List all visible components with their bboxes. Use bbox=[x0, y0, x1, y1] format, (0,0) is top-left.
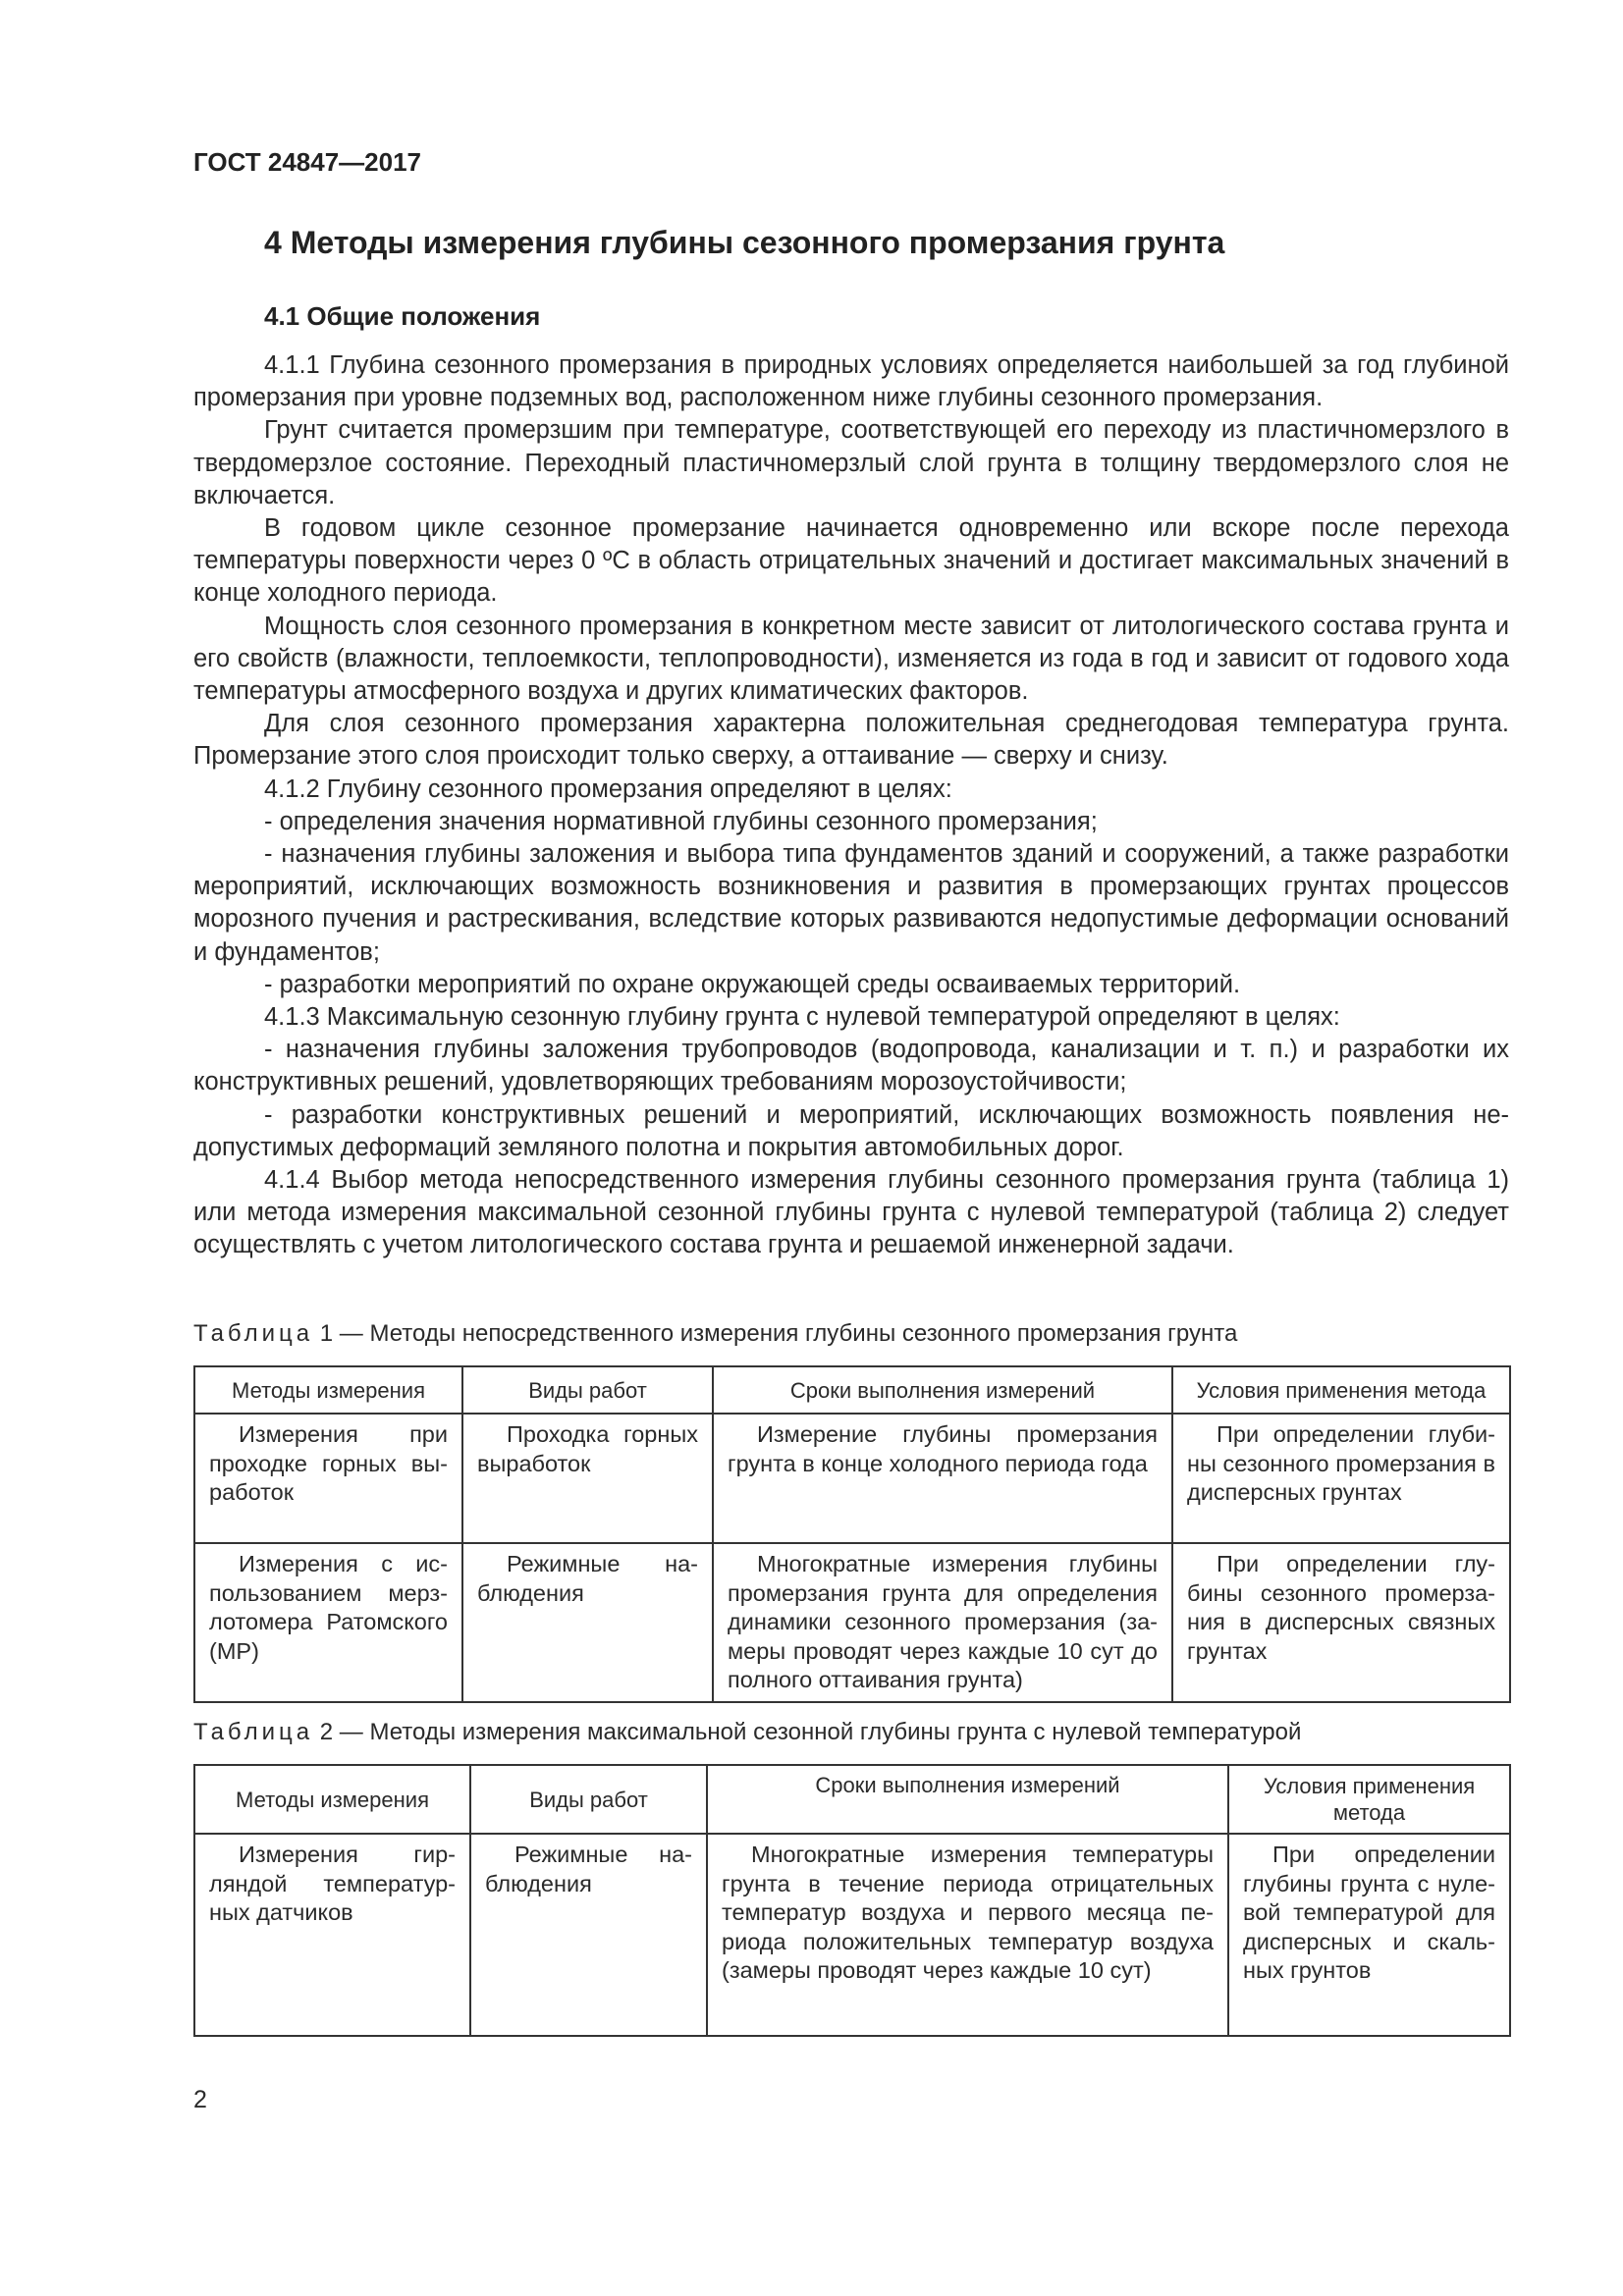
table-header-cell: Условия применения метода bbox=[1228, 1765, 1510, 1834]
table-cell: Режимные наблюдения bbox=[470, 1834, 707, 2036]
table1-caption-text: 1 — Методы непосредственного измерения глубины сезонного промерзания грунта bbox=[313, 1320, 1238, 1347]
table-header-cell: Виды работ bbox=[470, 1765, 707, 1834]
table-header-cell: Сроки выполнения измерений bbox=[713, 1366, 1172, 1414]
table-header-cell: Методы измерения bbox=[194, 1765, 470, 1834]
table-2 bbox=[193, 1764, 1511, 2037]
table-cell: Многократные измерения температуры грунта в течение периода отрицательных температур воздуха и первого месяца периода положительных температур воздуха (замеры проводят через каждые 10 сут) bbox=[707, 1834, 1228, 2036]
paragraph: 4.1.4 Выбор метода непосредственного измерения глубины сезонного промерзания грунта (таблица 1) или метода измерения максимальной сезонной глубины грунта с нулевой температурой (таблица 2) следует осуществлять с учетом литологического состава грунта и решаемой инженерной задачи. bbox=[193, 1166, 1509, 1259]
table-row bbox=[194, 1834, 1510, 2036]
table-cell: Измерения гирляндой температурных датчиков bbox=[194, 1834, 470, 2036]
table-row bbox=[194, 1414, 1510, 1543]
table-cell: Измерения при проходке горных выработок bbox=[194, 1414, 462, 1543]
section-title: 4 Методы измерения глубины сезонного промерзания грунта bbox=[264, 225, 1225, 260]
paragraph: Мощность слоя сезонного промерзания в конкретном месте зависит от литологического состава грунта и его свойств (влажности, теплоемкости, теплопроводности), изменяется из года в год и зависит от годового хода температуры атмосферного воздуха и других климатических факторов. bbox=[193, 612, 1509, 706]
paragraph: - разработки конструктивных решений и мероприятий, исключающих возможность появления недопустимых деформаций земляного полотна и покрытия автомобильных дорог. bbox=[193, 1100, 1509, 1161]
page-number: 2 bbox=[193, 2086, 207, 2113]
subsection-title: 4.1 Общие положения bbox=[264, 301, 541, 331]
paragraph: 4.1.2 Глубину сезонного промерзания определяют в целях: bbox=[264, 774, 952, 803]
table2-caption bbox=[193, 1719, 1301, 1746]
body-text bbox=[193, 349, 1509, 1262]
table1-caption bbox=[193, 1320, 1237, 1348]
table-1 bbox=[193, 1365, 1511, 1703]
table-header-row bbox=[194, 1366, 1510, 1414]
table-header-cell: Сроки выполнения измерений bbox=[707, 1765, 1228, 1834]
table-header-row bbox=[194, 1765, 1510, 1834]
table-row bbox=[194, 1543, 1510, 1702]
paragraph: В годовом цикле сезонное промерзание начинается одновременно или вскоре после перехода температуры поверхности через 0 ºС в область отрицательных значений и достигает максимальных значений в конце холодного периода. bbox=[193, 514, 1509, 608]
paragraph: - разработки мероприятий по охране окружающей среды осваиваемых территорий. bbox=[264, 970, 1241, 998]
paragraph: Для слоя сезонного промерзания характерна положительная среднегодовая температура грунта. Промерзание этого слоя происходит только сверху, а оттаивание — сверху и снизу. bbox=[193, 710, 1509, 771]
paragraph: 4.1.1 Глубина сезонного промерзания в природных условиях определяется наибольшей за год глубиной промерзания при уровне подземных вод, расположенном ниже глубины сезонного промерзания. bbox=[193, 351, 1509, 412]
table-cell: Многократные измерения глубины промерзания грунта для определения динамики сезонного промерзания (замеры проводят через каждые 10 сут до полного оттаивания грунта) bbox=[713, 1543, 1172, 1702]
table-cell: Проходка горных выработок bbox=[462, 1414, 713, 1543]
table-header-cell: Методы измерения bbox=[194, 1366, 462, 1414]
paragraph: - назначения глубины заложения и выбора типа фундаментов зданий и сооружений, а также разработки мероприятий, исключающих возможность возникновения и развития в промерзающих грунтах процессов морозного пучения и растрескивания, вследствие которых развиваются недопустимые деформации оснований и фундаментов; bbox=[193, 840, 1509, 966]
table-header-cell: Виды работ bbox=[462, 1366, 713, 1414]
paragraph: Грунт считается промерзшим при температуре, соответствующей его переходу из пластичномерзлого в твердомерзлое состояние. Переходный пластичномерзлый слой грунта в толщину твердомерзлого слоя не включается. bbox=[193, 416, 1509, 509]
table-header-cell: Условия применения метода bbox=[1172, 1366, 1510, 1414]
paragraph: - определения значения нормативной глубины сезонного промерзания; bbox=[264, 807, 1098, 835]
table2-caption-text: 2 — Методы измерения максимальной сезонной глубины грунта с нулевой температурой bbox=[313, 1719, 1302, 1745]
table-cell: При определении глубины сезонного промерзания в дисперсных грунтах bbox=[1172, 1414, 1510, 1543]
table-cell: Измерение глубины промерзания грунта в конце холодного периода года bbox=[713, 1414, 1172, 1543]
table-cell: Режимные наблюдения bbox=[462, 1543, 713, 1702]
paragraph: 4.1.3 Максимальную сезонную глубину грунта с нулевой температурой определяют в целях: bbox=[264, 1003, 1340, 1032]
table-cell: При определении глубины грунта с нулевой температурой для дисперсных и скальных грунтов bbox=[1228, 1834, 1510, 2036]
document-id: ГОСТ 24847—2017 bbox=[193, 147, 421, 177]
table-cell: Измерения с использованием мерзлотомера Ратомского (МР) bbox=[194, 1543, 462, 1702]
table1-caption-word: Таблица bbox=[193, 1320, 314, 1347]
table2-caption-word: Таблица bbox=[193, 1719, 314, 1745]
paragraph: - назначения глубины заложения трубопроводов (водопровода, канализации и т. п.) и разработки их конструктивных решений, удовлетворяющих требованиям морозоустойчивости; bbox=[193, 1036, 1509, 1096]
table-cell: При определении глубины сезонного промерзания в дисперсных связных грунтах bbox=[1172, 1543, 1510, 1702]
